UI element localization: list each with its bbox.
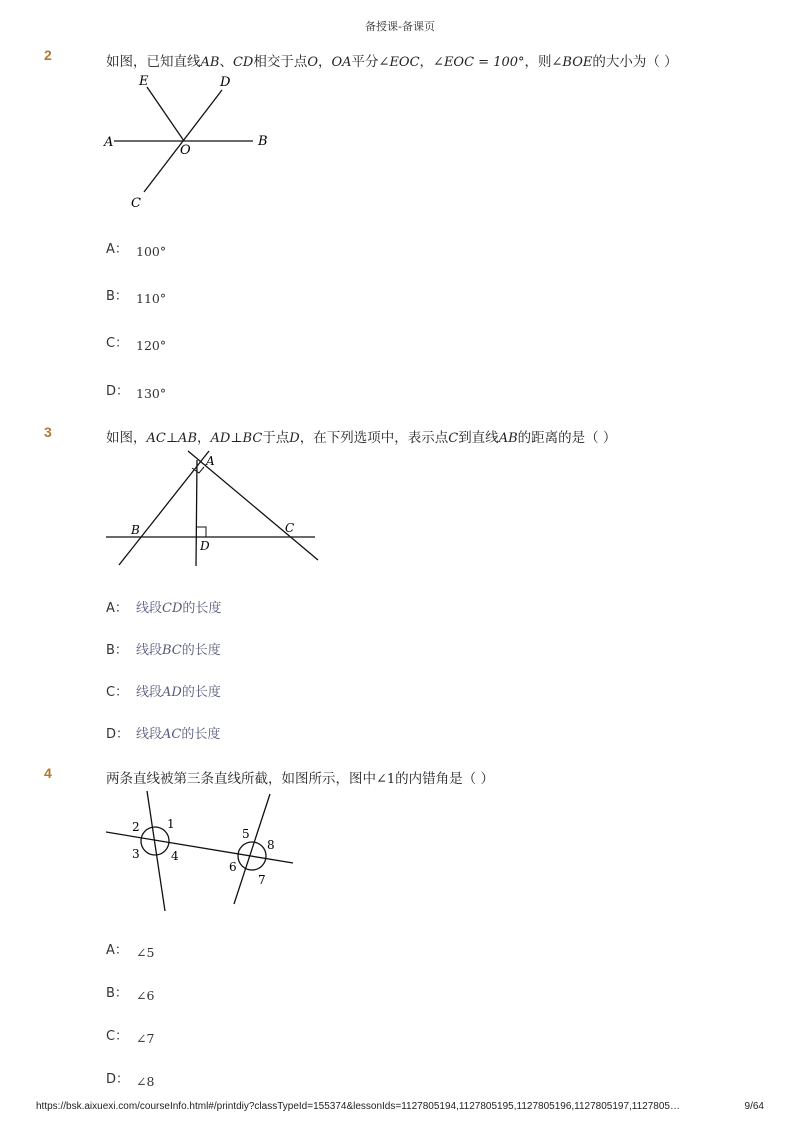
option-d[interactable]: D： 130° [106,384,167,401]
option-b[interactable]: B： 线段BC的长度 [106,643,221,658]
label-C: C [131,196,141,211]
option-c[interactable]: C： 线段AD的长度 [106,685,221,700]
question-number: 2 [44,47,52,63]
question-number: 3 [44,424,52,440]
label-E: E [139,74,149,89]
option-d[interactable]: D： 线段AC的长度 [106,727,221,742]
label-D: D [220,75,231,90]
figure-transversal [100,788,300,913]
label-B: B [258,134,268,149]
angle-label-6: 6 [229,860,237,874]
option-a[interactable]: A： ∠5 [106,943,155,960]
footer-url: https://bsk.aixuexi.com/courseInfo.html#/printdiy?classTypeId=155374&lessonIds=1127805194,1127805195,1127805196,1127805197,1127805… [36,1101,680,1112]
question-text: 如图，AC⊥AB，AD⊥BC于点D，在下列选项中，表示点C到直线AB的距离的是（ ） [106,430,617,446]
question-text: 如图，已知直线AB、CD相交于点O，OA平分∠EOC，∠EOC = 100°，则∠BOE的大小为（ ） [106,54,678,70]
angle-label-3: 3 [132,847,140,861]
question-number: 4 [44,765,52,781]
angle-label-1: 1 [167,817,175,831]
label-O: O [180,143,191,158]
page-header: 备授课-备课页 [365,20,435,33]
option-c[interactable]: C： ∠7 [106,1029,155,1046]
label-A: A [104,135,114,150]
option-b[interactable]: B： ∠6 [106,986,155,1003]
label-C: C [285,521,295,535]
question-text: 两条直线被第三条直线所截，如图所示，图中∠1的内错角是（ ） [106,771,494,787]
option-d[interactable]: D： ∠8 [106,1072,155,1089]
label-B: B [131,523,140,537]
label-A: A [206,454,215,468]
angle-label-7: 7 [258,873,266,887]
figure-perpendicular-triangle [100,448,325,573]
label-D: D [200,539,210,553]
figure-intersecting-lines [100,72,280,212]
page-number: 9/64 [744,1101,764,1112]
angle-label-4: 4 [171,849,179,863]
option-b[interactable]: B： 110° [106,289,167,306]
option-a[interactable]: A： 线段CD的长度 [106,601,222,616]
angle-label-5: 5 [242,827,250,841]
option-a[interactable]: A： 100° [106,242,167,259]
angle-label-2: 2 [132,820,140,834]
angle-label-8: 8 [267,838,275,852]
option-c[interactable]: C： 120° [106,336,167,353]
